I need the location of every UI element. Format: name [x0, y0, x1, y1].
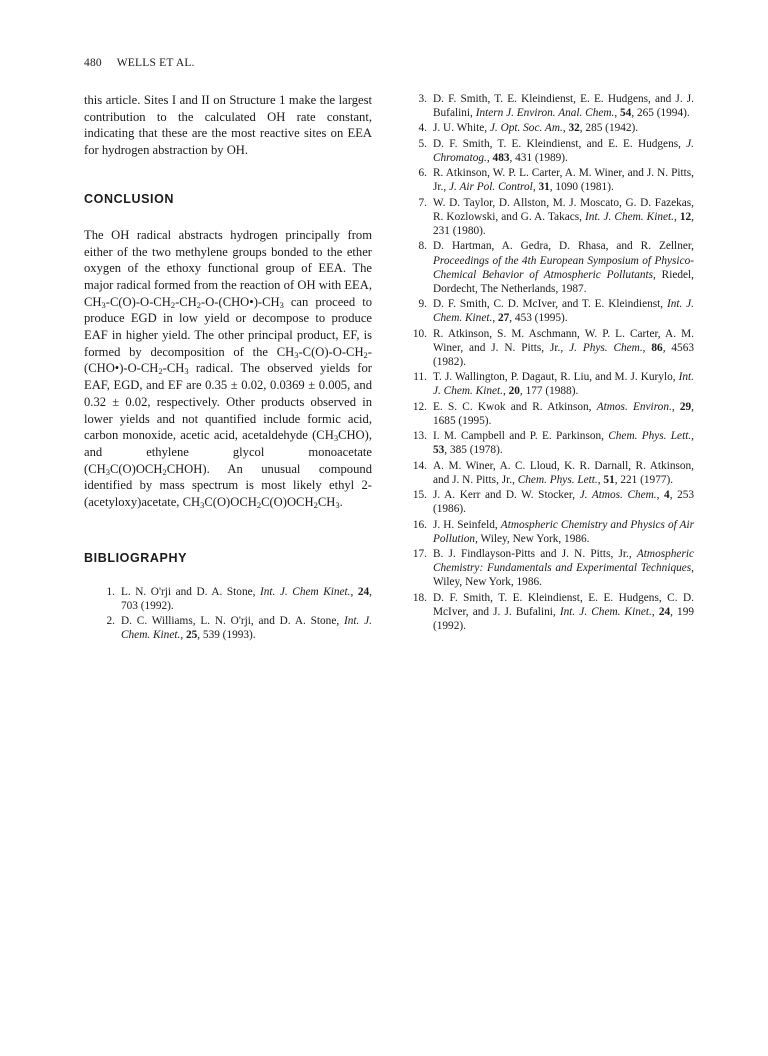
- reference-source: Int. J. Chem. Kinet.: [585, 210, 674, 223]
- reference-text-run: ,: [614, 107, 621, 120]
- reference-source: Chem. Phys. Lett.: [517, 473, 598, 486]
- text-run: -C(O)-O-CH: [298, 344, 364, 359]
- running-title: WELLS ET AL.: [116, 57, 195, 69]
- reference-source: J. Air Pol. Control: [449, 181, 533, 194]
- reference-text-run: R. Atkinson, S. M. Aschmann, W. P. L. Carter, A. M. Winer, and J. N. Pitts, Jr.,: [433, 327, 694, 354]
- page-number: 480: [84, 57, 102, 69]
- reference-list-right: [404, 92, 694, 633]
- reference-source: J. Atmos. Chem.: [579, 489, 657, 502]
- reference-text-run: , Wiley, New York, 1986.: [433, 562, 694, 589]
- reference-volume: 483: [492, 151, 510, 164]
- reference-number: 18.: [412, 591, 427, 604]
- reference-number: 1.: [106, 585, 115, 598]
- reference-number: 2.: [106, 615, 115, 628]
- subscript: 3: [184, 366, 189, 377]
- reference-text-run: J. U. White,: [433, 122, 490, 135]
- reference-text-run: ,: [656, 489, 665, 502]
- reference-item: [404, 327, 694, 369]
- text-run: -(CHO•)-O-CH: [84, 344, 372, 376]
- reference-text-run: ,: [671, 400, 680, 413]
- subscript: 3: [335, 500, 340, 511]
- reference-item: [404, 239, 694, 295]
- reference-number: 14.: [412, 459, 427, 472]
- reference-text: [433, 166, 694, 194]
- reference-text-run: ,: [180, 629, 186, 642]
- reference-number: 12.: [412, 400, 427, 413]
- left-column: [84, 92, 372, 644]
- reference-number: 13.: [412, 430, 427, 443]
- reference-number: 11.: [413, 371, 427, 384]
- reference-volume: 29: [679, 400, 692, 413]
- reference-text: [433, 370, 694, 398]
- reference-source: Atmos. Environ.: [596, 400, 672, 413]
- reference-text-run: , Riedel, Dordecht, The Netherlands, 1987.: [433, 268, 694, 295]
- reference-item: [404, 121, 694, 135]
- reference-item: [84, 614, 372, 642]
- subscript: 3: [333, 433, 339, 444]
- reference-number: 7.: [418, 196, 427, 209]
- subscript: 3: [101, 299, 106, 310]
- reference-text-run: ,: [562, 122, 569, 135]
- reference-text-run: , 265 (1994).: [631, 107, 690, 120]
- reference-item: [404, 459, 694, 487]
- reference-text: [433, 239, 694, 295]
- subscript: 2: [256, 500, 262, 511]
- reference-text-run: B. J. Findlayson-Pitts and J. N. Pitts, Jr.,: [433, 548, 637, 561]
- reference-volume: 24: [658, 605, 671, 618]
- reference-text-run: , 539 (1993).: [197, 629, 256, 642]
- reference-volume: 24: [357, 585, 370, 598]
- reference-text: [433, 137, 694, 165]
- reference-item: [404, 400, 694, 428]
- reference-text-run: , 4563 (1982).: [433, 341, 694, 368]
- reference-source: J. Phys. Chem.: [569, 341, 643, 354]
- text-run: -C(O)-O-CH: [105, 294, 171, 309]
- reference-text-run: ,: [691, 430, 694, 443]
- reference-volume: 20: [508, 385, 520, 398]
- reference-text-run: ,: [642, 341, 652, 354]
- reference-text-run: ,: [532, 181, 539, 194]
- reference-item: [404, 591, 694, 633]
- reference-volume: 51: [603, 473, 615, 486]
- reference-text-run: J. H. Seinfeld,: [433, 518, 501, 531]
- reference-number: 3.: [418, 93, 427, 105]
- reference-text-run: ,: [502, 385, 509, 398]
- reference-text-run: , Wiley, New York, 1986.: [475, 532, 590, 545]
- reference-text-run: W. D. Taylor, D. Allston, M. J. Moscato, G. D. Fazekas, R. Kozlowski, and G. A. Takacs,: [433, 196, 694, 223]
- reference-text-run: , 177 (1988).: [519, 385, 579, 398]
- reference-text-run: D. C. Williams, L. N. O'rji, and D. A. Stone,: [121, 615, 344, 628]
- reference-number: 17.: [412, 548, 427, 561]
- running-header: [84, 57, 195, 69]
- reference-text-run: , 703 (1992).: [121, 585, 372, 612]
- subscript: 3: [294, 349, 299, 360]
- subscript: 2: [158, 366, 163, 377]
- reference-source: Int. J. Chem. Kinet.: [433, 371, 694, 398]
- reference-text: [433, 429, 694, 457]
- reference-text-run: , 221 (1977).: [614, 473, 674, 486]
- reference-item: [404, 166, 694, 194]
- reference-volume: 25: [185, 629, 198, 642]
- reference-text-run: D. F. Smith, T. E. Kleindienst, E. E. Hudgens, C. D. McIver, and J. J. Bufalini,: [433, 591, 694, 618]
- reference-volume: 32: [568, 122, 580, 135]
- reference-text: [121, 585, 372, 613]
- reference-text-run: E. S. C. Kwok and R. Atkinson,: [433, 400, 597, 413]
- reference-text-run: T. J. Wallington, P. Dagaut, R. Liu, and M. J. Kurylo,: [433, 371, 679, 384]
- reference-text-run: D. F. Smith, C. D. McIver, and T. E. Kleindienst,: [433, 298, 667, 311]
- reference-text: [433, 488, 694, 516]
- text-run: -CH: [175, 294, 197, 309]
- reference-source: J. Chromatog.: [433, 137, 694, 164]
- text-run: C(O)OCH: [109, 461, 163, 476]
- reference-text-run: , 453 (1995).: [509, 312, 568, 325]
- reference-list-left: [84, 585, 372, 643]
- subscript: 2: [162, 466, 167, 477]
- reference-source: Chem. Phys. Lett.: [608, 430, 692, 443]
- subscript: 3: [200, 500, 205, 511]
- text-run: C(O)OCH: [261, 495, 314, 510]
- bibliography-heading: BIBLIOGRAPHY: [84, 550, 188, 565]
- reference-text: [121, 614, 372, 642]
- reference-volume: 54: [620, 107, 632, 120]
- reference-text: [433, 196, 694, 238]
- reference-text-run: ,: [651, 605, 659, 618]
- reference-item: [84, 585, 372, 613]
- reference-number: 6.: [418, 167, 427, 180]
- reference-text-run: ,: [350, 585, 358, 598]
- reference-item: [404, 297, 694, 325]
- reference-text: [433, 121, 694, 135]
- reference-item: [404, 488, 694, 516]
- reference-number: 15.: [412, 489, 427, 502]
- reference-text-run: J. A. Kerr and D. W. Stocker,: [433, 489, 580, 502]
- reference-text-run: , 231 (1980).: [433, 210, 694, 238]
- reference-item: [404, 196, 694, 238]
- reference-text-run: I. M. Campbell and P. E. Parkinson,: [433, 430, 609, 443]
- reference-source: Int. J. Chem. Kinet.: [433, 298, 694, 325]
- reference-item: [404, 92, 694, 120]
- subscript: 3: [105, 466, 110, 477]
- reference-source: Atmospheric Chemistry and Physics of Air Pollution: [433, 518, 694, 545]
- text-run: The OH radical abstracts hydrogen principally from either of the two methylene groups bonded to the ether oxygen of the ethoxy functional group of EEA. The major radical formed from the reaction of OH with EEA, CH: [84, 227, 372, 309]
- reference-item: [404, 518, 694, 546]
- text-run: C(O)OCH: [204, 495, 257, 510]
- conclusion-paragraph: [84, 227, 372, 511]
- text-run: .: [339, 495, 343, 510]
- reference-number: 8.: [418, 240, 427, 253]
- reference-number: 5.: [418, 137, 427, 150]
- reference-volume: 27: [497, 312, 510, 325]
- subscript: 2: [313, 500, 318, 511]
- reference-text: [433, 547, 694, 589]
- reference-text: [433, 92, 694, 120]
- reference-text-run: D. F. Smith, T. E. Kleindienst, E. E. Hudgens, and J. J. Bufalini,: [433, 93, 694, 120]
- reference-text: [433, 518, 694, 546]
- reference-item: [404, 370, 694, 398]
- reference-text-run: ,: [492, 312, 498, 325]
- reference-number: 4.: [418, 122, 427, 135]
- reference-source: Int. J. Chem. Kinet.: [121, 615, 373, 642]
- reference-text-run: , 385 (1978).: [444, 444, 503, 457]
- reference-text-run: ,: [597, 473, 604, 486]
- text-run: CHO), and ethylene glycol monoacetate (CH: [84, 428, 372, 476]
- reference-volume: 31: [538, 181, 550, 194]
- reference-text-run: , 1090 (1981).: [549, 181, 614, 194]
- subscript: 2: [363, 349, 368, 360]
- right-column: [404, 92, 694, 634]
- reference-item: [404, 547, 694, 589]
- reference-volume: 86: [651, 341, 663, 354]
- reference-text-run: D. Hartman, A. Gedra, D. Rhasa, and R. Zellner,: [433, 240, 694, 253]
- reference-item: [404, 429, 694, 457]
- reference-text: [433, 591, 694, 633]
- reference-text-run: A. M. Winer, A. C. Lloud, K. R. Darnall, R. Atkinson, and J. N. Pitts, Jr.,: [433, 459, 694, 486]
- reference-text: [433, 459, 694, 487]
- subscript: 3: [279, 299, 284, 310]
- reference-text-run: , 199 (1992).: [433, 605, 694, 632]
- intro-paragraph: this article. Sites I and II on Structure 1 make the largest contribution to the calculated OH rate constant, indicating that these are the most reactive sites on EEA for hydrogen abstraction by OH.: [84, 93, 372, 158]
- reference-text-run: , 431 (1989).: [509, 151, 568, 164]
- reference-text: [433, 297, 694, 325]
- reference-volume: 53: [433, 444, 445, 457]
- reference-source: J. Opt. Soc. Am.: [489, 122, 563, 135]
- reference-volume: 12: [679, 210, 692, 223]
- reference-text-run: , 1685 (1995).: [433, 400, 694, 427]
- reference-source: Int. J. Chem. Kinet.: [559, 605, 652, 618]
- text-run: CHOH). An unusual compound identified by mass spectrum is most likely ethyl 2-(acetyloxy)acetate, CH: [84, 461, 372, 510]
- text-run: CH: [317, 495, 336, 510]
- text-run: -O-(CHO•)-CH: [201, 294, 280, 309]
- reference-text-run: , 285 (1942).: [579, 122, 639, 135]
- text-run: -CH: [162, 361, 185, 376]
- reference-number: 10.: [412, 327, 427, 340]
- text-run: can proceed to produce EGD in low yield or decompose to produce EAF in higher yield. The other principal product, EF, is formed by decomposition of the CH: [84, 294, 372, 359]
- subscript: 2: [170, 299, 176, 310]
- reference-source: Atmospheric Chemistry: Fundamentals and Experimental Techniques: [433, 548, 694, 575]
- reference-text-run: D. F. Smith, T. E. Kleindienst, and E. E. Hudgens,: [433, 137, 687, 150]
- reference-text-run: R. Atkinson, W. P. L. Carter, A. M. Winer, and J. N. Pitts, Jr.,: [433, 167, 694, 194]
- reference-number: 9.: [418, 298, 427, 311]
- reference-number: 16.: [412, 518, 427, 531]
- reference-text: [433, 327, 694, 369]
- reference-item: [404, 137, 694, 165]
- reference-text-run: L. N. O'rji and D. A. Stone,: [121, 585, 260, 598]
- reference-volume: 4: [664, 489, 670, 502]
- text-run: radical. The observed yields for EAF, EGD, and EF are 0.35 ± 0.02, 0.0369 ± 0.005, and 0.32 ± 0.02, respectively. Other products observed in lower yields and not quantified include formic acid, carbon monoxide, acetic acid, acetaldehyde (CH: [84, 361, 372, 443]
- reference-source: Int. J. Chem Kinet.: [259, 585, 351, 598]
- reference-source: Intern J. Environ. Anal. Chem.: [475, 107, 615, 120]
- reference-text: [433, 400, 694, 428]
- reference-text-run: ,: [673, 210, 680, 223]
- reference-text-run: ,: [486, 151, 493, 164]
- conclusion-heading: CONCLUSION: [84, 191, 175, 206]
- reference-text-run: , 253 (1986).: [433, 489, 695, 516]
- reference-source: Proceedings of the 4th European Symposium of Physico-Chemical Behavior of Atmospheric Pollutants: [433, 254, 694, 281]
- subscript: 2: [196, 299, 202, 310]
